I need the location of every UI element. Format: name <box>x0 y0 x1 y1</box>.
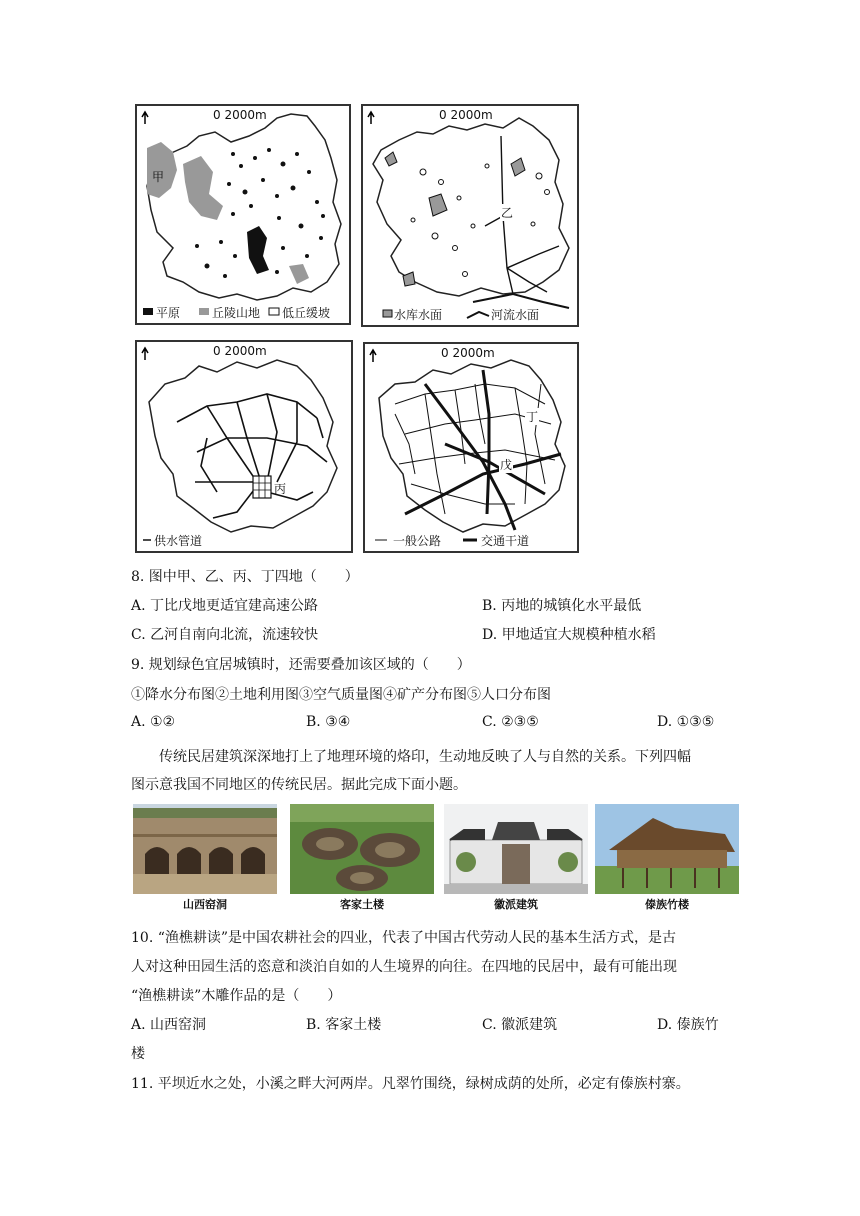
legend-trunk-road: 交通干道 <box>481 534 530 548</box>
map-landform <box>135 104 351 325</box>
question-10-option-b: B. 客家土楼 <box>306 1017 382 1033</box>
place-label-bing: 丙 <box>274 482 287 496</box>
place-label-wu: 戊 <box>500 458 513 472</box>
map-scale: 0 2000m <box>441 346 495 360</box>
question-8-stem: 8. 图中甲、乙、丙、丁四地（ ） <box>131 569 359 585</box>
caption-hakka-tulou: 客家土楼 <box>340 898 384 911</box>
question-10-option-d-continued: 楼 <box>131 1046 145 1062</box>
question-9-stem: 9. 规划绿色宜居城镇时，还需要叠加该区域的（ ） <box>131 657 471 673</box>
photo-hui-style-architecture <box>444 804 588 894</box>
photo-hakka-tulou <box>290 804 434 894</box>
question-10-option-d: D. 傣族竹 <box>657 1017 719 1033</box>
place-label-jia: 甲 <box>152 170 165 184</box>
question-9-option-d: D. ①③⑤ <box>657 714 715 730</box>
map-roads-drawing <box>365 344 577 551</box>
legend-river: 河流水面 <box>491 308 540 322</box>
map-water <box>361 104 579 327</box>
question-9-option-a: A. ①② <box>131 714 176 730</box>
place-label-yi: 乙 <box>501 206 514 220</box>
map-scale: 0 2000m <box>213 108 267 122</box>
question-8-option-d: D. 甲地适宜大规模种植水稻 <box>482 627 656 643</box>
legend-gentle-slope: 低丘缓坡 <box>282 306 331 320</box>
question-10-line-1: 10. “渔樵耕读”是中国农耕社会的四业，代表了中国古代劳动人民的基本生活方式，是古 <box>131 930 677 946</box>
map-roads <box>363 342 579 553</box>
intro-line-2: 图示意我国不同地区的传统民居。据此完成下面小题。 <box>131 777 467 793</box>
map-landform-drawing <box>137 106 349 323</box>
question-10-option-a: A. 山西窑洞 <box>131 1017 207 1033</box>
question-9-option-b: B. ③④ <box>306 714 351 730</box>
question-9-option-c: C. ②③⑤ <box>482 714 539 730</box>
legend-plain: 平原 <box>156 306 181 320</box>
question-10-option-c: C. 徽派建筑 <box>482 1017 558 1033</box>
map-water-supply <box>135 340 353 553</box>
map-scale: 0 2000m <box>439 108 493 122</box>
question-11-line-1: 11. 平坝近水之处，小溪之畔大河两岸。凡翠竹围绕，绿树成荫的处所，必定有傣族村寨。 <box>131 1076 690 1092</box>
legend-reservoir: 水库水面 <box>394 308 443 322</box>
question-8-option-a: A. 丁比戊地更适宜建高速公路 <box>131 598 319 614</box>
caption-dai-bamboo-house: 傣族竹楼 <box>645 898 689 911</box>
legend-road: 一般公路 <box>393 534 442 548</box>
place-label-ding: 丁 <box>526 410 539 424</box>
question-8-option-b: B. 丙地的城镇化水平最低 <box>482 598 642 614</box>
map-water-supply-drawing <box>137 342 351 551</box>
question-10-line-2: 人对这种田园生活的恣意和淡泊自如的人生境界的向往。在四地的民居中，最有可能出现 <box>131 959 677 975</box>
map-scale: 0 2000m <box>213 344 267 358</box>
legend-water-pipe: 供水管道 <box>154 534 203 548</box>
map-water-drawing <box>363 106 577 325</box>
legend-hills: 丘陵山地 <box>212 306 261 320</box>
photo-dai-bamboo-house <box>595 804 739 894</box>
intro-line-1: 传统民居建筑深深地打上了地理环境的烙印，生动地反映了人与自然的关系。下列四幅 <box>159 749 691 765</box>
photo-shanxi-cave-dwelling <box>133 804 277 894</box>
caption-shanxi-cave-dwelling: 山西窑洞 <box>183 898 227 911</box>
question-10-line-3: “渔樵耕读”木雕作品的是（ ） <box>131 988 342 1004</box>
question-9-items: ①降水分布图②土地利用图③空气质量图④矿产分布图⑤人口分布图 <box>131 687 551 703</box>
question-8-option-c: C. 乙河自南向北流，流速较快 <box>131 627 319 643</box>
caption-hui-style-architecture: 徽派建筑 <box>494 898 538 911</box>
